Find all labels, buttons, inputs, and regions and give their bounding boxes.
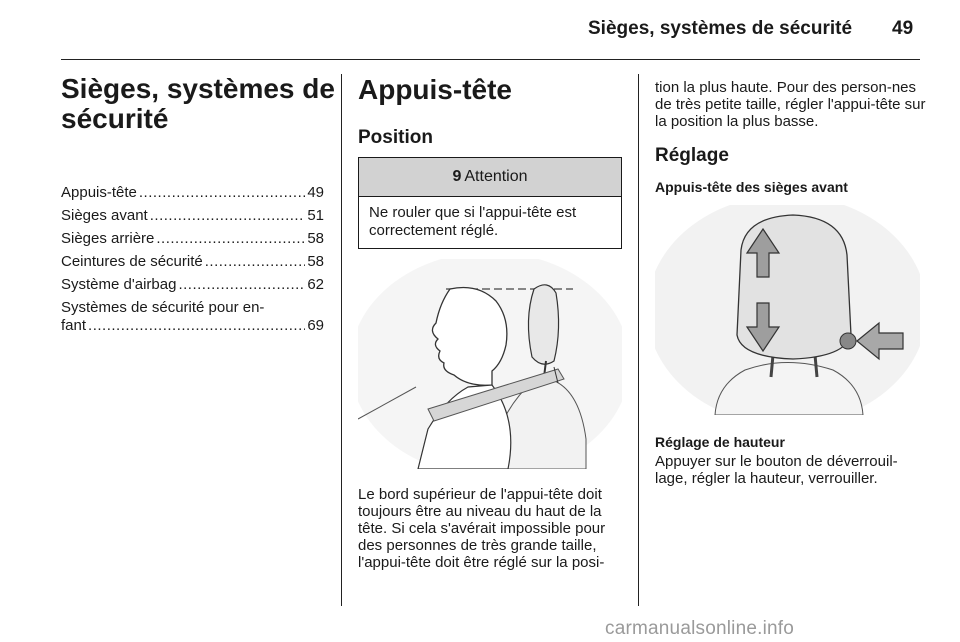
toc-entry[interactable] [61,270,324,293]
toc-label: Sièges avant [61,207,148,224]
table-of-contents [61,178,324,335]
toc-entry[interactable] [61,247,324,270]
height-adjust-title: Réglage de hauteur [655,434,785,450]
toc-label: Ceintures de sécurité [61,253,203,270]
toc-page: 49 [307,184,324,201]
subsection-title: Position [358,127,433,148]
column-divider-left [341,74,342,606]
position-paragraph-continued: tion la plus haute. Pour des person-nes de très petite taille, régler l'appui-tête sur la position la plus basse. [655,79,926,130]
warning-icon: 9 [452,168,462,185]
section-title: Appuis-tête [358,74,512,105]
toc-label: Appuis-tête [61,184,137,201]
toc-entry[interactable] [61,299,324,335]
toc-entry[interactable] [61,201,324,224]
toc-page: 51 [307,207,324,224]
toc-entry[interactable] [61,224,324,247]
column-divider-right [638,74,639,606]
toc-entry[interactable] [61,178,324,201]
toc-label-cont: fant [61,317,87,334]
position-paragraph: Le bord supérieur de l'appui-tête doit toujours être au niveau du haut de la tête. Si cela s'avérait impossible pour des personnes de très grande taille, l'appui-tête doit être réglé sur la posi- [358,486,606,571]
running-header-title: Sièges, systèmes de sécurité [588,18,853,39]
height-adjust-text: Appuyer sur le bouton de déverrouil-lage, régler la hauteur, verrouiller. [655,453,898,487]
toc-label: Systèmes de sécurité pour en- [61,299,265,316]
warning-header [359,158,621,197]
page-number: 49 [892,18,914,39]
chapter-title: Sièges, systèmes de sécurité [61,73,335,134]
toc-page: 58 [307,230,324,247]
toc-page: 62 [307,276,324,293]
header-rule [61,59,920,60]
adjust-title: Réglage [655,145,729,166]
driver-headrest-position-illustration [358,259,622,469]
warning-title: Attention [464,168,528,185]
warning-text: Ne rouler que si l'appui-tête est correctement réglé. [369,204,577,239]
headrest-adjustment-arrows-illustration [655,205,920,415]
toc-page: 58 [307,253,324,270]
toc-label: Sièges arrière [61,230,155,247]
toc-label: Système d'airbag [61,276,177,293]
toc-page: 69 [307,317,324,334]
front-headrests-title: Appuis-tête des sièges avant [655,179,848,195]
warning-box [358,157,622,249]
watermark: carmanualsonline.info [605,618,795,639]
